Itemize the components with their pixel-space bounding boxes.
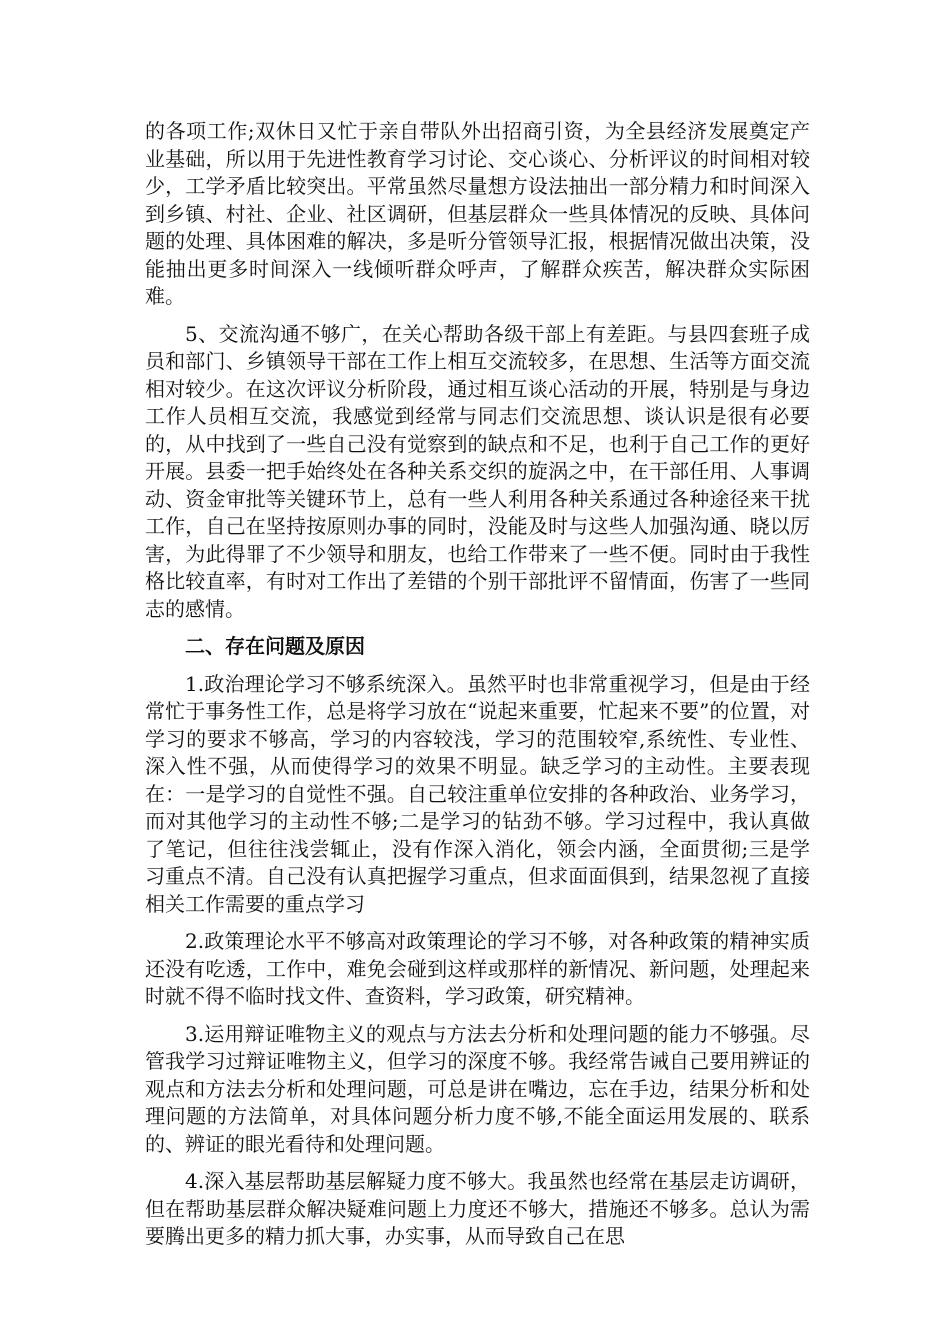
paragraph-item-5: 5、交流沟通不够广，在关心帮助各级干部上有差距。与县四套班子成员和部门、乡镇领导干部在工作上相互交流较多，在思想、生活等方面交流相对较少。在这次评议分析阶段，通过相互谈心活动的开展，特别是与身边工作人员相互交流，我感觉到经常与同志们交流思想、谈认识是很有必要的，从中找到了一些自己没有觉察到的缺点和不足，也利于自己工作的更好开展。县委一把手始终处在各种关系交织的旋涡之中，在干部任用、人事调动、资金审批等关键环节上，总有一些人利用各种关系通过各种途径来干扰工作，自己在坚持按原则办事的同时，没能及时与这些人加强沟通、晓以厉害，为此得罪了不少领导和朋友，也给工作带来了一些不便。同时由于我性格比较直率，有时对工作出了差错的个别干部批评不留情面，伤害了一些同志的感情。 <box>145 321 810 621</box>
paragraph-item-3: 3.运用辩证唯物主义的观点与方法去分析和处理问题的能力不够强。尽管我学习过辩证唯物主义，但学习的深度不够。我经常告诫自己要用辨证的观点和方法去分析和处理问题，可总是讲在嘴边，忘在手边，结果分析和处理问题的方法简单，对具体问题分析力度不够,不能全面运用发展的、联系的、辨证的眼光看待和处理问题。 <box>145 1021 810 1156</box>
paragraph-item-4: 4.深入基层帮助基层解疑力度不够大。我虽然也经常在基层走访调研，但在帮助基层群众解决疑难问题上力度还不够大，措施还不够多。总认为需要腾出更多的精力抓大事，办实事，从而导致自己在思 <box>145 1169 810 1248</box>
paragraph-item-1: 1.政治理论学习不够系统深入。虽然平时也非常重视学习，但是由于经常忙于事务性工作，总是将学习放在“说起来重要，忙起来不要”的位置，对学习的要求不够高，学习的内容较浅，学习的范围较窄,系统性、专业性、深入性不强，从而使得学习的效果不明显。缺乏学习的主动性。主要表现在：一是学习的自觉性不强。自己较注重单位安排的各种政治、业务学习，而对其他学习的主动性不够;二是学习的钻劲不够。学习过程中，我认真做了笔记，但往往浅尝辄止，没有作深入消化，领会内涵，全面贯彻;三是学习重点不清。自己没有认真把握学习重点，但求面面俱到，结果忽视了直接相关工作需要的重点学习 <box>145 671 810 916</box>
paragraph-continuation: 的各项工作;双休日又忙于亲自带队外出招商引资，为全县经济发展奠定产业基础，所以用于先进性教育学习讨论、交心谈心、分析评议的时间相对较少，工学矛盾比较突出。平常虽然尽量想方设法抽出一部分精力和时间深入到乡镇、村社、企业、社区调研，但基层群众一些具体情况的反映、具体问题的处理、具体困难的解决，多是听分管领导汇报，根据情况做出决策，没能抽出更多时间深入一线倾听群众呼声，了解群众疾苦，解决群众实际困难。 <box>145 119 810 308</box>
section-heading: 二、存在问题及原因 <box>185 634 365 658</box>
document-body <box>145 118 810 1261</box>
paragraph-item-2: 2.政策理论水平不够高对政策理论的学习不够，对各种政策的精神实质还没有吃透，工作中，难免会碰到这样或那样的新情况、新问题，处理起来时就不得不临时找文件、查资料，学习政策，研究精神。 <box>145 929 810 1008</box>
